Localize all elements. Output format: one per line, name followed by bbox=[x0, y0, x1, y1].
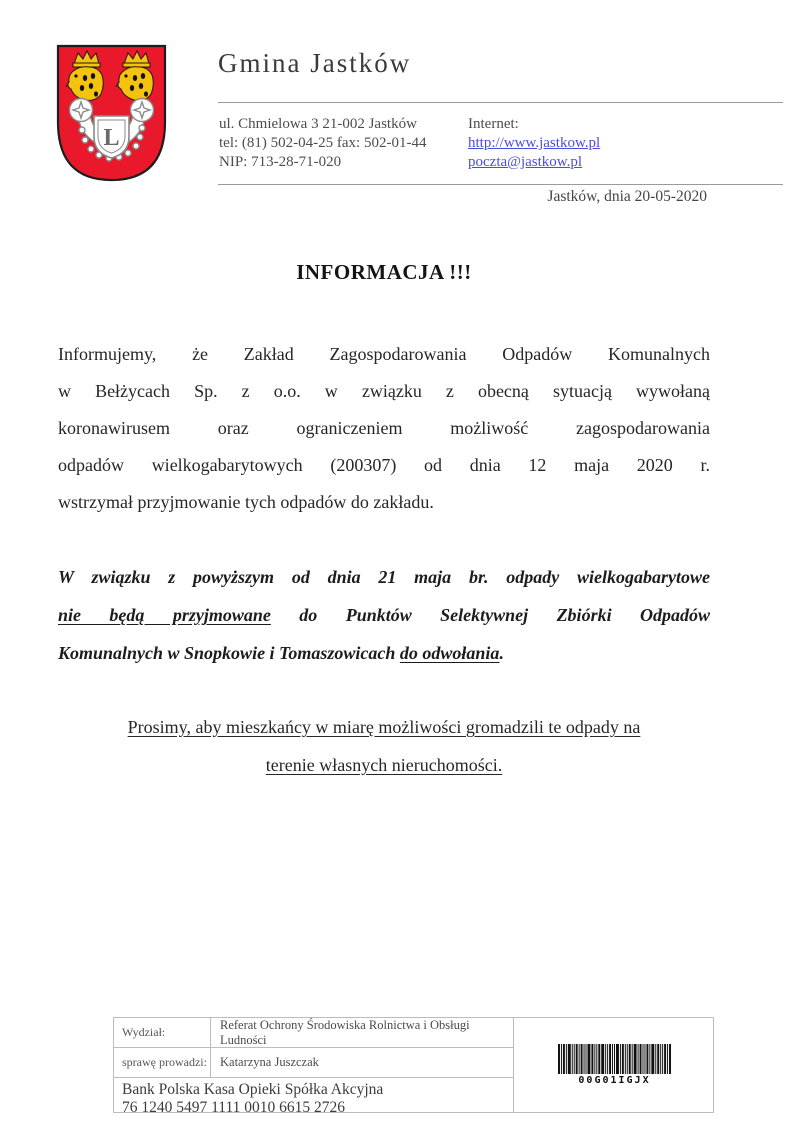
internet-label: Internet: bbox=[468, 116, 519, 132]
bank-account: 76 1240 5497 1111 0010 6615 2726 bbox=[122, 1099, 346, 1116]
table-label-wydzial: Wydział: bbox=[114, 1018, 211, 1047]
paragraph-text: Komunalnych w Snopkowie i Tomaszowicach bbox=[58, 643, 400, 663]
paragraph-line: odpadów wielkogabarytowych (200307) od dnia 12 maja 2020 r. bbox=[58, 455, 710, 475]
address-block bbox=[219, 115, 464, 172]
table-label-prowadzi: sprawę prowadzi: bbox=[114, 1048, 211, 1077]
underlined-phrase: do odwołania bbox=[399, 643, 500, 663]
paragraph-line: koronawirusem oraz ograniczeniem możliwość zagospodarowania bbox=[58, 418, 710, 438]
header-divider-top bbox=[218, 102, 783, 103]
email-link[interactable]: poczta@jastkow.pl bbox=[468, 154, 583, 170]
footer-table-left bbox=[114, 1017, 514, 1116]
internet-block bbox=[468, 115, 708, 172]
underlined-phrase: nie będą przyjmowane bbox=[58, 605, 271, 625]
org-name: Gmina Jastków bbox=[218, 48, 412, 78]
paragraph-line bbox=[58, 634, 710, 672]
paragraph-text: . bbox=[499, 643, 504, 663]
address-phone: tel: (81) 502-04-25 fax: 502-01-44 bbox=[219, 135, 427, 151]
svg-text:L: L bbox=[103, 125, 120, 151]
header-divider-bottom bbox=[218, 184, 783, 185]
paragraph-line: terenie własnych nieruchomości. bbox=[265, 755, 503, 775]
table-row bbox=[114, 1018, 513, 1048]
central-shield bbox=[94, 116, 129, 158]
table-value-prowadzi: Katarzyna Juszczak bbox=[220, 1055, 319, 1069]
table-row bbox=[114, 1048, 513, 1078]
paragraph-request bbox=[58, 708, 710, 784]
coat-of-arms-icon bbox=[54, 42, 169, 184]
bank-info bbox=[114, 1078, 513, 1117]
barcode-cell bbox=[514, 1018, 715, 1112]
paragraph-line: Prosimy, aby mieszkańcy w miarę możliwości gromadzili te odpady na bbox=[127, 717, 641, 737]
footer-table bbox=[113, 1017, 714, 1116]
address-nip: NIP: 713-28-71-020 bbox=[219, 154, 342, 170]
paragraph-line: Informujemy, że Zakład Zagospodarowania Odpadów Komunalnych bbox=[58, 344, 710, 364]
barcode-icon bbox=[558, 1044, 671, 1074]
date-line: Jastków, dnia 20-05-2020 bbox=[547, 188, 707, 205]
address-street: ul. Chmielowa 3 21-002 Jastków bbox=[219, 116, 417, 132]
paragraph-notice bbox=[58, 558, 710, 672]
barcode-text: 00G01IGJX bbox=[578, 1075, 651, 1086]
paragraph-line: wstrzymał przyjmowanie tych odpadów do zakładu. bbox=[58, 492, 434, 512]
document-title: INFORMACJA !!! bbox=[296, 260, 472, 284]
paragraph-line: W związku z powyższym od dnia 21 maja br. odpady wielkogabarytowe bbox=[58, 567, 710, 587]
table-value-wydzial: Referat Ochrony Środowiska Rolnictwa i Obsługi Ludności bbox=[220, 1017, 470, 1047]
paragraph-line bbox=[58, 596, 710, 634]
bank-name: Bank Polska Kasa Opieki Spółka Akcyjna bbox=[122, 1081, 384, 1098]
paragraph-info bbox=[58, 336, 710, 521]
paragraph-line: w Bełżycach Sp. z o.o. w związku z obecną sytuacją wywołaną bbox=[58, 381, 710, 401]
paragraph-text: do Punktów Selektywnej Zbiórki Odpadów bbox=[270, 605, 710, 625]
website-link[interactable]: http://www.jastkow.pl bbox=[468, 135, 601, 151]
